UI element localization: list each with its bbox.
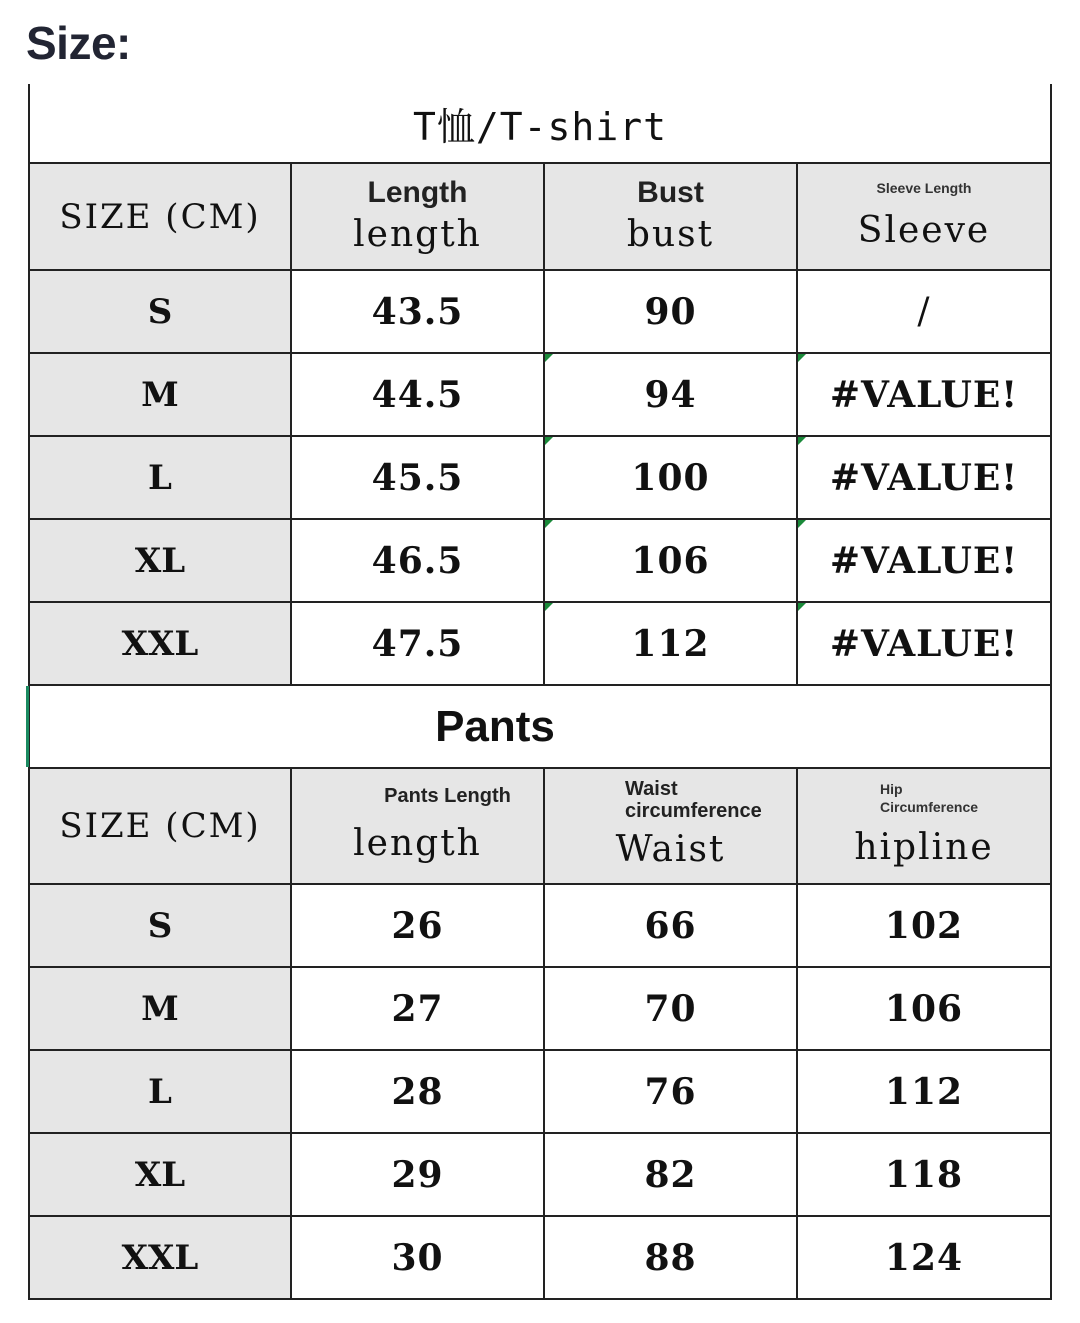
error-indicator-icon: [545, 520, 553, 528]
tshirt-header-length: [292, 164, 543, 269]
tshirt-length-cell: 43.5: [371, 290, 464, 333]
pants-length-cell: 28: [391, 1070, 444, 1113]
pants-waist-cell: 88: [644, 1236, 697, 1279]
pants-length-cell: 30: [391, 1236, 444, 1279]
pants-size-cell: L: [30, 1051, 290, 1132]
grid-line: [290, 767, 292, 1300]
error-indicator-icon: [798, 354, 806, 362]
error-indicator-icon: [545, 437, 553, 445]
pants-hip-cell: 106: [884, 987, 964, 1030]
error-indicator-icon: [798, 520, 806, 528]
error-indicator-icon: [798, 437, 806, 445]
grid-line: [28, 162, 1052, 164]
tshirt-length-cell: 47.5: [371, 622, 464, 665]
pants-hip-cell: 102: [884, 904, 964, 947]
tshirt-bust-cell: 106: [631, 539, 710, 582]
pants-title: Pants: [435, 701, 555, 751]
tshirt-header-sleeve-main: Sleeve: [857, 209, 991, 251]
grid-line: [28, 1298, 1052, 1300]
pants-length-cell: 26: [391, 904, 444, 947]
grid-line: [28, 435, 1052, 437]
tshirt-bust-cell: 90: [644, 290, 697, 333]
pants-header-length-main: length: [353, 823, 482, 864]
pants-header-hip-top1: Hip: [880, 781, 903, 797]
grid-line: [28, 684, 1052, 686]
size-chart: [28, 84, 1052, 1300]
error-indicator-icon: [545, 603, 553, 611]
grid-line: [28, 601, 1052, 603]
row-marker: [26, 686, 29, 767]
pants-hip-cell: 118: [884, 1153, 964, 1196]
pants-size-cell: XXL: [30, 1217, 290, 1298]
pants-size-cell: M: [30, 968, 290, 1049]
pants-size-cell: S: [30, 885, 290, 966]
pants-header-length: [292, 769, 543, 883]
pants-size-cell: XL: [30, 1134, 290, 1215]
tshirt-sleeve-cell: /: [917, 291, 931, 332]
tshirt-size-cell: M: [30, 354, 290, 435]
tshirt-header-length-top: Length: [367, 175, 468, 209]
pants-header-waist-main: Waist: [615, 829, 726, 870]
tshirt-header-length-main: length: [353, 213, 482, 255]
tshirt-size-label: SIZE (CM): [30, 164, 290, 269]
grid-line: [28, 518, 1052, 520]
tshirt-bust-cell: 94: [644, 373, 697, 416]
grid-line: [28, 1215, 1052, 1217]
pants-header-hip-main: hipline: [854, 827, 994, 868]
pants-size-label: SIZE (CM): [30, 769, 290, 883]
tshirt-title: T恤/T-shirt: [413, 104, 667, 149]
tshirt-size-cell: XL: [30, 520, 290, 601]
tshirt-header-sleeve: [798, 164, 1050, 269]
error-indicator-icon: [798, 603, 806, 611]
grid-line: [28, 1049, 1052, 1051]
grid-line: [28, 1132, 1052, 1134]
tshirt-length-cell: 46.5: [371, 539, 464, 582]
grid-line: [796, 767, 798, 1300]
grid-line: [1050, 84, 1052, 1300]
grid-line: [28, 883, 1052, 885]
tshirt-sleeve-cell: #VALUE!: [829, 373, 1019, 416]
pants-header-hip: [798, 769, 1050, 883]
pants-header-length-top: Pants Length: [384, 785, 511, 807]
pants-header-waist-top2: circumference: [625, 800, 762, 822]
tshirt-sleeve-cell: #VALUE!: [829, 622, 1019, 665]
tshirt-bust-cell: 112: [631, 622, 710, 665]
error-indicator-icon: [545, 354, 553, 362]
tshirt-sleeve-cell: #VALUE!: [829, 539, 1019, 582]
grid-line: [290, 162, 292, 686]
pants-hip-cell: 112: [884, 1070, 964, 1113]
tshirt-sleeve-cell: #VALUE!: [829, 456, 1019, 499]
grid-line: [28, 352, 1052, 354]
pants-length-cell: 27: [391, 987, 444, 1030]
pants-waist-cell: 76: [644, 1070, 697, 1113]
pants-header-hip-top2: Circumference: [880, 799, 979, 815]
grid-line: [28, 269, 1052, 271]
pants-waist-cell: 70: [644, 987, 697, 1030]
tshirt-header-sleeve-top: Sleeve Length: [876, 179, 972, 196]
pants-length-cell: 29: [391, 1153, 444, 1196]
tshirt-header-bust: [545, 164, 796, 269]
page-heading: Size:: [26, 17, 131, 69]
pants-header-waist-top1: Waist: [625, 778, 678, 800]
pants-hip-cell: 124: [884, 1236, 964, 1279]
tshirt-length-cell: 44.5: [371, 373, 464, 416]
tshirt-length-cell: 45.5: [371, 456, 464, 499]
tshirt-size-cell: L: [30, 437, 290, 518]
tshirt-header-bust-main: bust: [626, 213, 715, 255]
grid-line: [543, 767, 545, 1300]
pants-waist-cell: 82: [644, 1153, 697, 1196]
grid-line: [28, 767, 1052, 769]
pants-waist-cell: 66: [644, 904, 697, 947]
tshirt-bust-cell: 100: [631, 456, 710, 499]
tshirt-size-cell: XXL: [30, 603, 290, 684]
grid-line: [28, 966, 1052, 968]
tshirt-header-bust-top: Bust: [637, 175, 704, 209]
tshirt-size-cell: S: [30, 271, 290, 352]
pants-header-waist: [545, 769, 796, 883]
